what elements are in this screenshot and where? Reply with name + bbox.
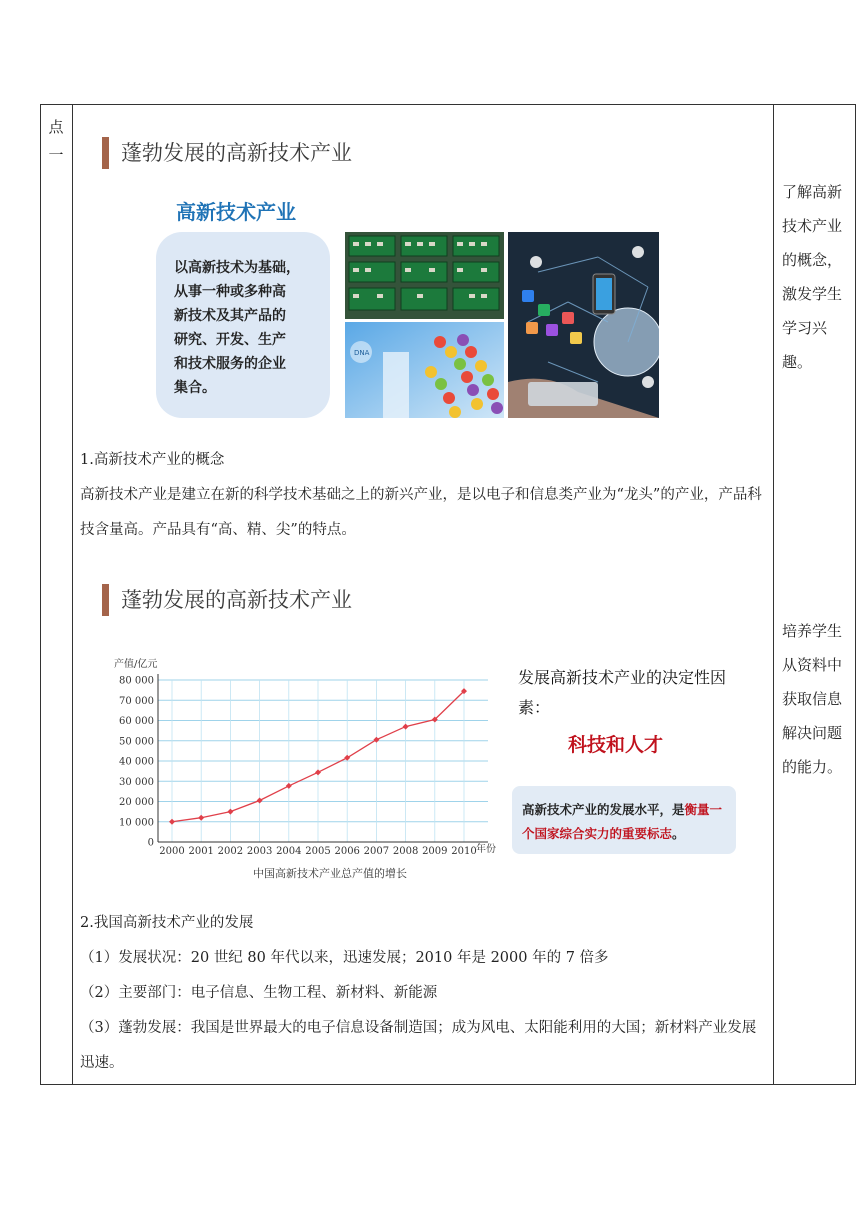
x-tick-label: 2002 [217, 846, 244, 857]
y-tick-label: 60 000 [119, 716, 154, 727]
x-tick-label: 2003 [246, 846, 273, 857]
data-point [286, 783, 292, 789]
y-tick-label: 80 000 [119, 675, 154, 687]
data-point [227, 809, 233, 815]
y-axis-label: 产值/亿元 [114, 659, 158, 670]
section1-text: 高新技术产业是建立在新的科学技术基础之上的新兴产业，是以电子和信息类产业为“龙头”的产业，产品科技含量高。产品具有“高、精、尖”的特点。 [80, 487, 762, 538]
section2-item-3: （3）蓬勃发展：我国是世界最大的电子信息设备制造国；成为风电、太阳能利用的大国；新材料产业发展迅速。 [80, 1020, 757, 1071]
data-point [344, 755, 350, 761]
x-tick-label: 2006 [334, 846, 360, 857]
teaching-goal-2: 培养学生从资料中获取信息解决问题的能力。 [782, 622, 843, 776]
data-point [169, 819, 175, 825]
y-tick-label: 0 [147, 837, 154, 849]
data-point [373, 737, 379, 743]
line-chart [110, 655, 500, 890]
y-tick-label: 10 000 [119, 817, 154, 829]
network-image [508, 232, 659, 418]
x-axis-label: 年份 [476, 844, 496, 855]
column-divider-left [72, 105, 73, 1084]
section2-heading: 2.我国高新技术产业的发展 [80, 915, 254, 931]
circuit-board-image [345, 232, 504, 319]
definition-line: 从事一种或多种高 [174, 284, 286, 300]
data-point [257, 797, 263, 803]
definition-line: 研究、开发、生产 [174, 332, 286, 348]
section-label-char-1: 点 [48, 118, 64, 136]
y-tick-label: 70 000 [119, 695, 154, 707]
factor-title: 发展高新技术产业的决定性因素： [518, 668, 727, 717]
definition-line: 和技术服务的企业 [174, 356, 286, 372]
dna-photo [345, 322, 504, 418]
data-point [403, 724, 409, 730]
data-point [198, 815, 204, 821]
network-photo [508, 232, 659, 418]
note-text-1: 高新技术产业的发展水平，是 [522, 802, 685, 817]
note-highlight-2: 量一个国家综合实力的重要标志 [522, 802, 723, 841]
slide-title-2: 蓬勃发展的高新技术产业 [102, 584, 352, 616]
section-label-char-2: 一 [48, 146, 64, 164]
definition-box [156, 232, 330, 418]
data-point [315, 769, 321, 775]
note-highlight-1: 衡 [684, 802, 698, 817]
y-tick-label: 20 000 [119, 797, 154, 808]
x-tick-label: 2007 [363, 846, 390, 857]
slide-heading: 高新技术产业 [176, 200, 296, 224]
y-tick-label: 50 000 [119, 736, 154, 748]
section-label [41, 113, 71, 169]
note-text-end: 。 [672, 826, 685, 841]
definition-line: 新技术及其产品的 [174, 308, 286, 324]
dna-label: DNA [354, 349, 370, 357]
x-tick-label: 2005 [305, 846, 331, 857]
definition-line: 以高新技术为基础， [174, 260, 300, 276]
x-tick-label: 2000 [159, 846, 185, 857]
chart-caption: 中国高新技术产业总产值的增长 [253, 867, 407, 880]
section1-heading: 1.高新技术产业的概念 [80, 452, 225, 468]
teaching-goal-1: 了解高新技术产业的概念，激发学生学习兴趣。 [782, 183, 843, 371]
x-tick-label: 2001 [188, 846, 214, 857]
y-tick-label: 30 000 [119, 776, 154, 788]
chart-svg [110, 655, 500, 890]
section2-item-2: （2）主要部门：电子信息、生物工程、新材料、新能源 [80, 985, 438, 1001]
slide-title-1: 蓬勃发展的高新技术产业 [102, 137, 352, 169]
section2-item-1: （1）发展状况：20 世纪 80 年代以来，迅速发展；2010 年是 2000 年的 7 倍多 [80, 950, 609, 966]
x-tick-label: 2009 [422, 846, 448, 857]
circuit-board-photo [345, 232, 504, 319]
dna-image [345, 322, 504, 418]
x-tick-label: 2010 [451, 846, 477, 857]
x-tick-label: 2008 [392, 846, 419, 857]
definition-line: 集合。 [174, 380, 216, 396]
factor-answer: 科技和人才 [568, 734, 664, 756]
y-tick-label: 40 000 [119, 756, 154, 768]
significance-note [512, 786, 736, 854]
x-tick-label: 2004 [276, 846, 302, 857]
